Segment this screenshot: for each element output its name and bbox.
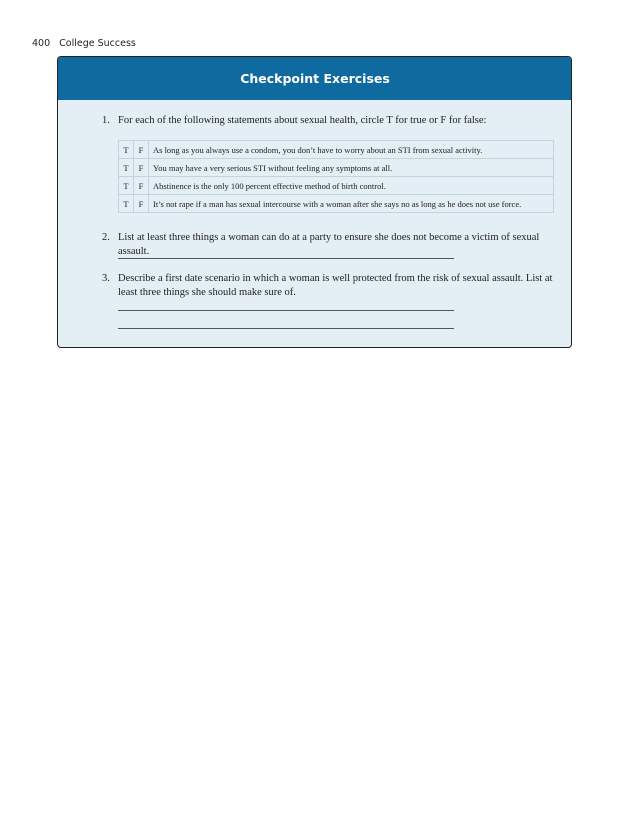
checkpoint-exercises-box [57, 56, 572, 348]
answer-line[interactable] [118, 258, 454, 259]
answer-line[interactable] [118, 310, 454, 311]
statement-text: It’s not rape if a man has sexual intercourse with a woman after she says no as long as he does not use force. [149, 195, 554, 213]
question-number: 3. [102, 273, 110, 284]
question-number: 2. [102, 232, 110, 243]
table-row [119, 195, 554, 213]
box-title: Checkpoint Exercises [240, 70, 390, 86]
statement-text: As long as you always use a condom, you don’t have to worry about an STI from sexual activity. [149, 141, 554, 159]
question-text: For each of the following statements about sexual health, circle T for true or F for false: [118, 115, 487, 126]
question-text: Describe a first date scenario in which a woman is well protected from the risk of sexual assault. List at least three things she should make sure of. [118, 273, 553, 298]
statement-text: You may have a very serious STI without feeling any symptoms at all. [149, 159, 554, 177]
true-option[interactable]: T [119, 159, 134, 177]
box-header [57, 56, 572, 100]
true-option[interactable]: T [119, 141, 134, 159]
running-head [32, 38, 136, 49]
book-title: College Success [59, 38, 136, 49]
false-option[interactable]: F [134, 195, 149, 213]
answer-line[interactable] [118, 328, 454, 329]
table-row [119, 159, 554, 177]
table-row [119, 177, 554, 195]
question-text: List at least three things a woman can do at a party to ensure she does not become a victim of sexual assault. [118, 232, 540, 257]
false-option[interactable]: F [134, 159, 149, 177]
table-row [119, 141, 554, 159]
false-option[interactable]: F [134, 141, 149, 159]
true-option[interactable]: T [119, 195, 134, 213]
true-false-table [118, 140, 554, 213]
true-option[interactable]: T [119, 177, 134, 195]
false-option[interactable]: F [134, 177, 149, 195]
statement-text: Abstinence is the only 100 percent effective method of birth control. [149, 177, 554, 195]
page-number: 400 [32, 38, 51, 49]
question-number: 1. [102, 115, 110, 126]
